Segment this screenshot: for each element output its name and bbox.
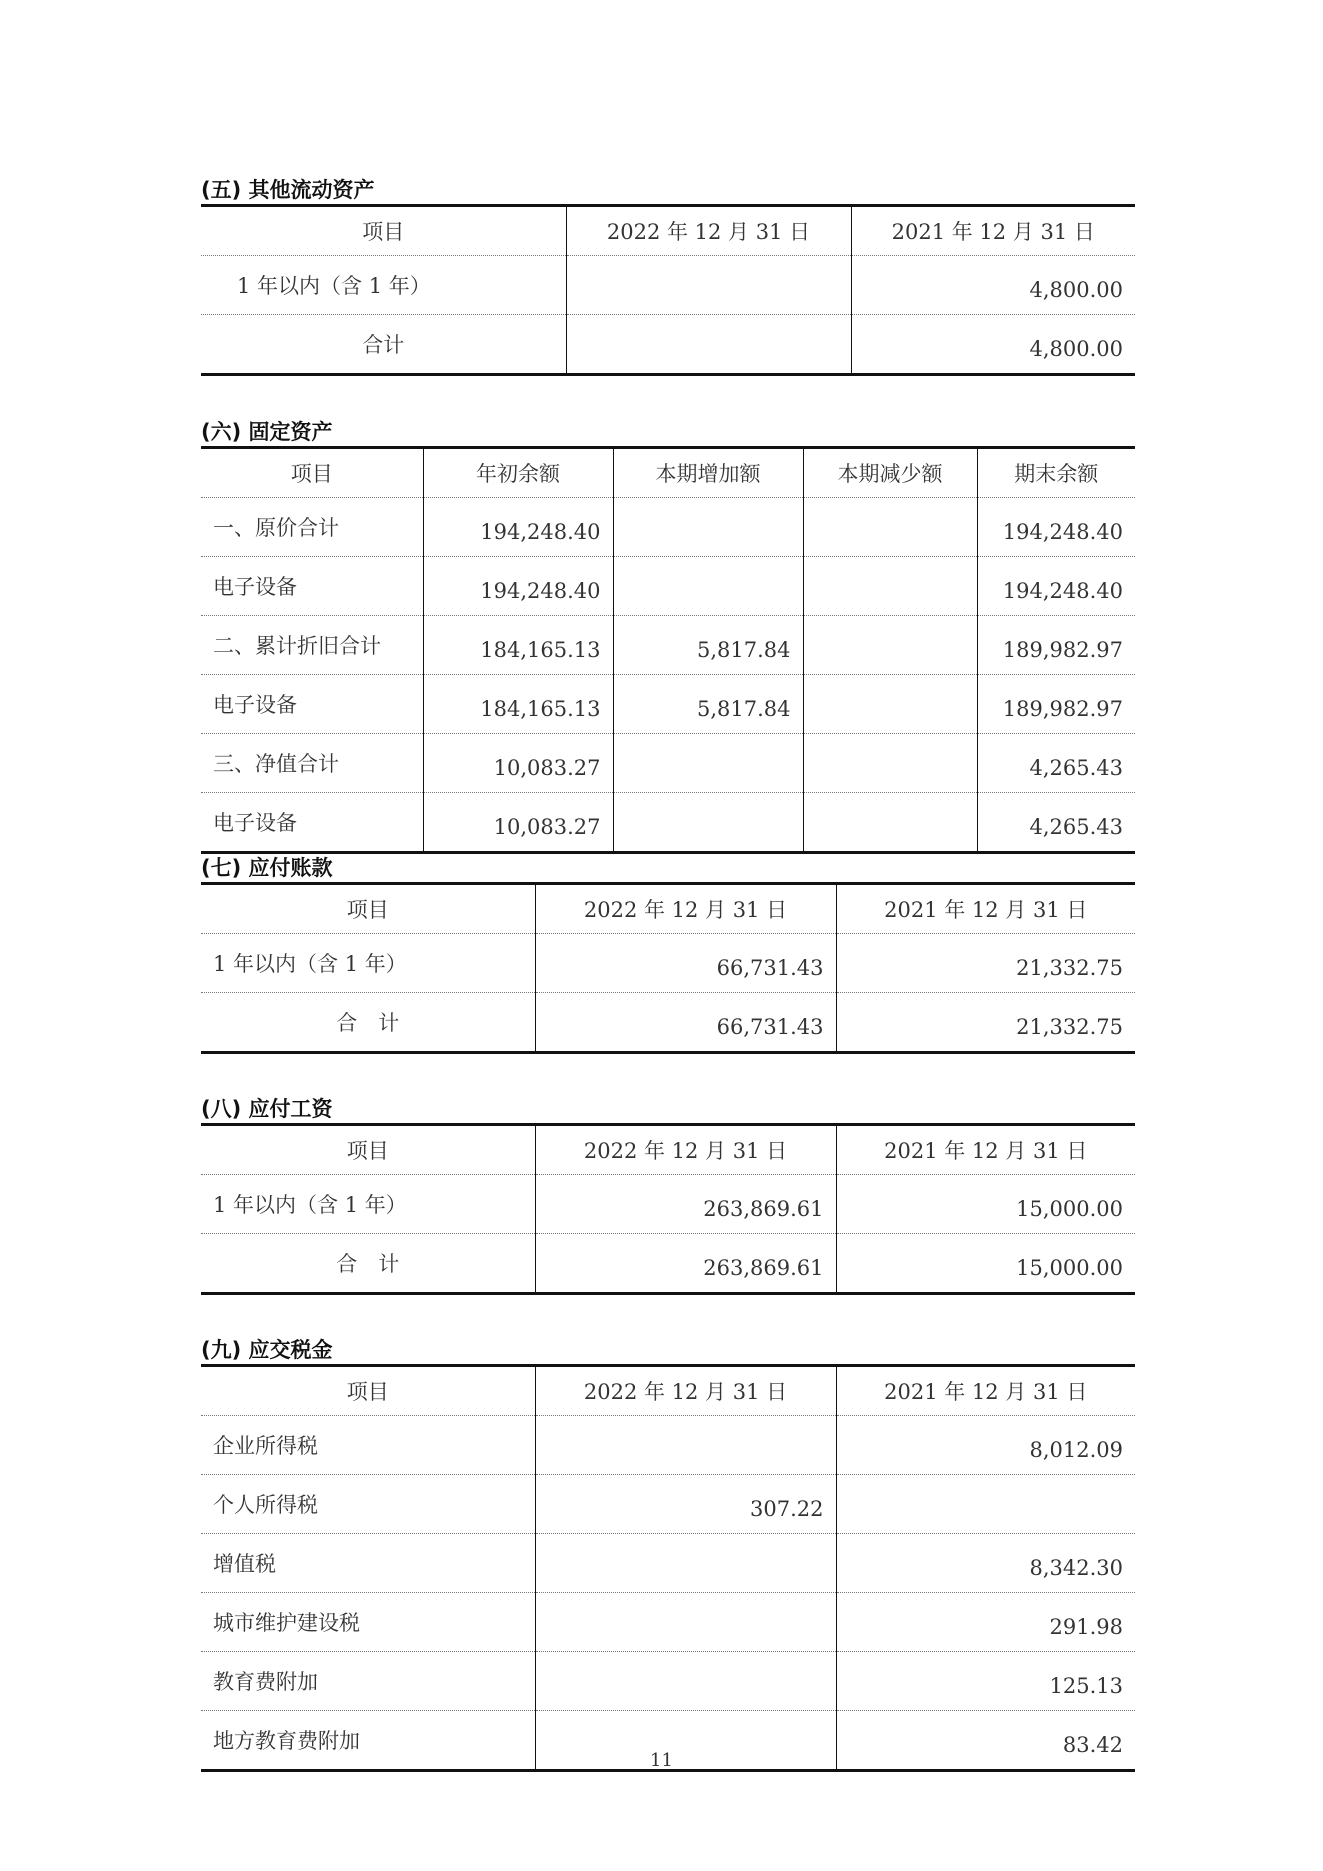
table-row-total	[201, 315, 1135, 375]
row-label: 电子设备	[201, 675, 423, 734]
table-row	[201, 1475, 1135, 1534]
value-cell	[535, 1593, 836, 1652]
value-cell	[613, 498, 803, 557]
value-cell: 291.98	[836, 1593, 1135, 1652]
table-row	[201, 1534, 1135, 1593]
value-cell	[613, 734, 803, 793]
value-cell	[535, 1416, 836, 1475]
value-cell: 125.13	[836, 1652, 1135, 1711]
row-label: 合 计	[201, 993, 535, 1053]
row-label: 企业所得税	[201, 1416, 535, 1475]
value-cell: 4,800.00	[1029, 337, 1123, 361]
row-label: 电子设备	[201, 793, 423, 853]
table-header-row	[201, 448, 1135, 498]
value-cell	[566, 315, 851, 375]
table-header-row	[201, 1125, 1135, 1175]
value-cell: 66,731.43	[535, 934, 836, 993]
value-cell	[566, 256, 851, 315]
value-cell: 10,083.27	[423, 793, 613, 853]
table-row	[201, 498, 1135, 557]
accounts-payable-section	[201, 854, 1135, 1054]
value-cell: 189,982.97	[977, 616, 1135, 675]
row-label: 合计	[201, 315, 566, 375]
value-cell: 307.22	[535, 1475, 836, 1534]
value-cell	[803, 616, 977, 675]
value-cell: 4,265.43	[977, 734, 1135, 793]
table-row	[201, 1652, 1135, 1711]
other-current-assets-table	[201, 204, 1135, 376]
row-label: 合 计	[201, 1234, 535, 1294]
section-title: (六) 固定资产	[201, 420, 333, 444]
table-row	[201, 1175, 1135, 1234]
value-cell: 21,332.75	[836, 934, 1135, 993]
header-cell: 2022 年 12 月 31 日	[535, 1366, 836, 1416]
value-cell	[803, 498, 977, 557]
table-row	[201, 557, 1135, 616]
row-label: 三、净值合计	[201, 734, 423, 793]
taxes-payable-section	[201, 1336, 1135, 1772]
table-row	[201, 793, 1135, 853]
header-cell: 2021 年 12 月 31 日	[836, 1366, 1135, 1416]
value-cell	[836, 1475, 1135, 1534]
table-row-total	[201, 1234, 1135, 1294]
value-cell: 184,165.13	[423, 675, 613, 734]
value-cell: 8,342.30	[836, 1534, 1135, 1593]
value-cell: 8,012.09	[836, 1416, 1135, 1475]
section-title: (七) 应付账款	[201, 856, 333, 880]
header-cell: 项目	[201, 884, 535, 934]
header-cell: 项目	[201, 448, 423, 498]
value-cell: 263,869.61	[535, 1234, 836, 1294]
row-label: 1 年以内（含 1 年）	[201, 1175, 535, 1234]
header-cell: 项目	[201, 1366, 535, 1416]
value-cell: 15,000.00	[1016, 1256, 1123, 1280]
table-row	[201, 675, 1135, 734]
table-row	[201, 734, 1135, 793]
section-title: (五) 其他流动资产	[201, 178, 375, 202]
row-label: 教育费附加	[201, 1652, 535, 1711]
fixed-assets-section	[201, 418, 1135, 854]
header-cell: 年初余额	[423, 448, 613, 498]
value-cell: 66,731.43	[535, 993, 836, 1053]
header-cell: 2021 年 12 月 31 日	[836, 1125, 1135, 1175]
table-row	[201, 256, 1135, 315]
value-cell: 189,982.97	[977, 675, 1135, 734]
value-cell: 194,248.40	[977, 498, 1135, 557]
table-header-row	[201, 206, 1135, 256]
value-cell	[803, 557, 977, 616]
section-title: (九) 应交税金	[201, 1338, 333, 1362]
value-cell: 263,869.61	[535, 1175, 836, 1234]
row-label: 电子设备	[201, 557, 423, 616]
value-cell	[535, 1534, 836, 1593]
header-cell: 期末余额	[977, 448, 1135, 498]
header-cell: 2021 年 12 月 31 日	[851, 206, 1135, 256]
row-label: 城市维护建设税	[201, 1593, 535, 1652]
header-cell: 2021 年 12 月 31 日	[836, 884, 1135, 934]
row-label: 增值税	[201, 1534, 535, 1593]
header-cell: 2022 年 12 月 31 日	[535, 1125, 836, 1175]
table-row	[201, 616, 1135, 675]
row-label: 1 年以内（含 1 年）	[201, 934, 535, 993]
table-row	[201, 1593, 1135, 1652]
header-cell: 2022 年 12 月 31 日	[535, 884, 836, 934]
header-cell: 2022 年 12 月 31 日	[566, 206, 851, 256]
accounts-payable-table	[201, 882, 1135, 1054]
value-cell	[803, 675, 977, 734]
value-cell	[535, 1652, 836, 1711]
value-cell: 194,248.40	[423, 498, 613, 557]
header-cell: 项目	[201, 206, 566, 256]
table-header-row	[201, 1366, 1135, 1416]
value-cell: 83.42	[1062, 1733, 1123, 1757]
row-label: 个人所得税	[201, 1475, 535, 1534]
row-label: 一、原价合计	[201, 498, 423, 557]
value-cell: 5,817.84	[613, 616, 803, 675]
value-cell	[613, 793, 803, 853]
page-number: 11	[650, 1750, 673, 1771]
header-cell: 项目	[201, 1125, 535, 1175]
table-row-total	[201, 993, 1135, 1053]
taxes-payable-table	[201, 1364, 1135, 1772]
wages-payable-table	[201, 1123, 1135, 1295]
value-cell: 21,332.75	[1016, 1015, 1123, 1039]
header-cell: 本期增加额	[613, 448, 803, 498]
header-cell: 本期减少额	[803, 448, 977, 498]
value-cell: 15,000.00	[836, 1175, 1135, 1234]
value-cell: 4,265.43	[1029, 815, 1123, 839]
value-cell: 5,817.84	[613, 675, 803, 734]
table-row	[201, 1416, 1135, 1475]
row-label: 1 年以内（含 1 年）	[201, 256, 566, 315]
value-cell	[803, 793, 977, 853]
section-title: (八) 应付工资	[201, 1097, 333, 1121]
table-row	[201, 934, 1135, 993]
value-cell: 194,248.40	[977, 557, 1135, 616]
value-cell: 194,248.40	[423, 557, 613, 616]
fixed-assets-table	[201, 446, 1135, 854]
value-cell: 4,800.00	[851, 256, 1135, 315]
value-cell: 184,165.13	[423, 616, 613, 675]
wages-payable-section	[201, 1095, 1135, 1295]
value-cell: 10,083.27	[423, 734, 613, 793]
value-cell	[613, 557, 803, 616]
row-label: 地方教育费附加	[201, 1711, 535, 1771]
row-label: 二、累计折旧合计	[201, 616, 423, 675]
other-current-assets-section	[201, 176, 1135, 376]
table-header-row	[201, 884, 1135, 934]
value-cell	[803, 734, 977, 793]
